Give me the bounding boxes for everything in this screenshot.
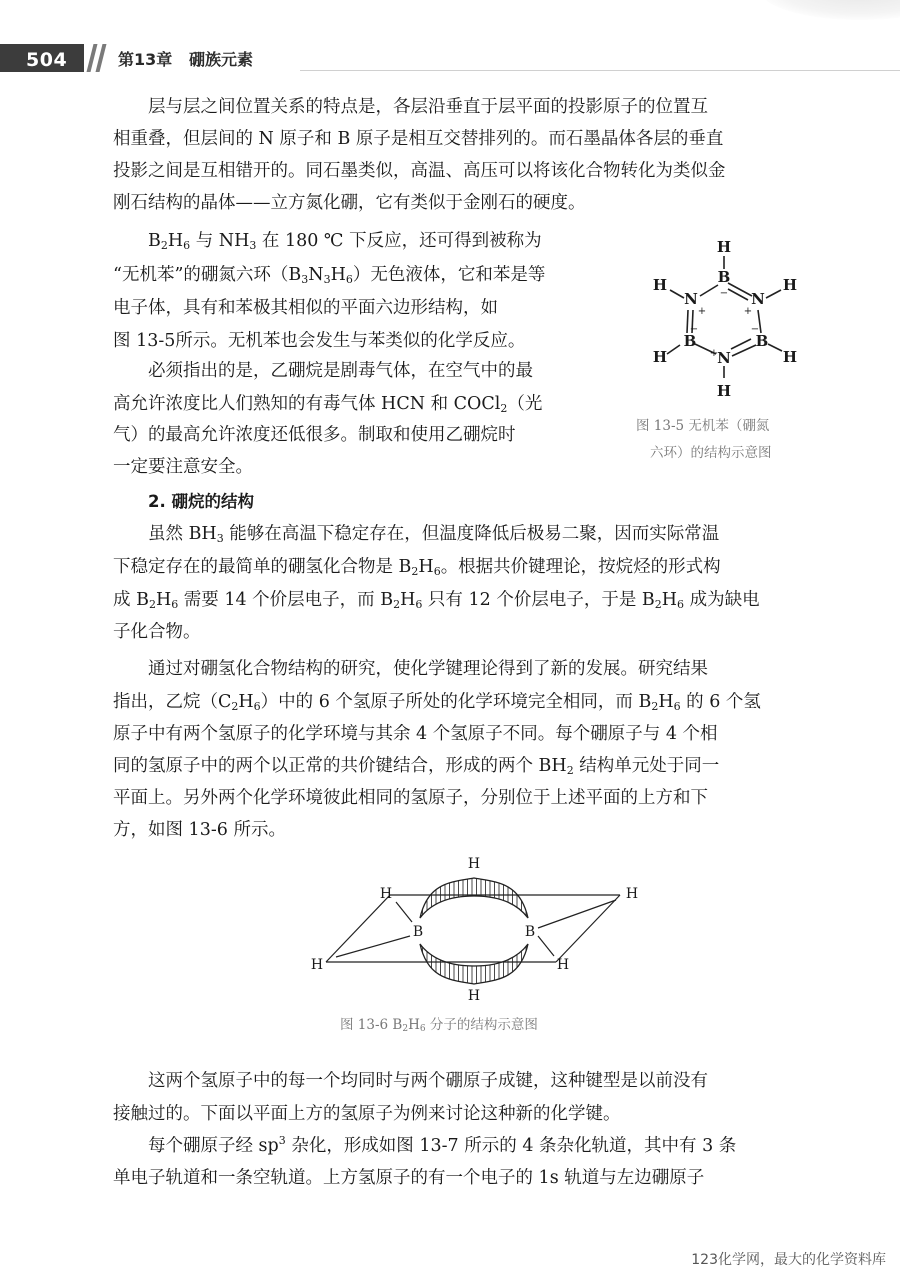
- charge-minus-b-right: −: [750, 324, 760, 335]
- borazine-atom-n-bottom: N: [717, 349, 731, 367]
- header-stripes: [88, 44, 110, 72]
- body-line-13: 虽然 $BH_3$ 能够在高温下稳定存在，但温度降低后极易二聚，因而实际常温: [148, 524, 720, 545]
- charge-plus-n-right: +: [743, 306, 753, 317]
- page-number-box: [0, 44, 84, 72]
- diborane-atom-b-right: B: [524, 924, 536, 940]
- borazine-atom-n-right: N: [751, 290, 765, 308]
- body-line-17: 通过对硼氢化合物结构的研究，使化学键理论得到了新的发展。研究结果: [148, 659, 708, 679]
- body-line-22: 方，如图 13-6 所示。: [113, 820, 286, 840]
- borazine-atom-h-lower-left: H: [652, 348, 668, 366]
- figure-13-6-caption: 图 13-6 $B_2H_6$ 分子的结构示意图: [340, 1017, 538, 1034]
- header-rule: [300, 70, 900, 71]
- diborane-atom-h-upper-left: H: [379, 886, 393, 902]
- body-line-2: 相重叠，但层间的 N 原子和 B 原子是相互交替排列的。而石墨晶体各层的垂直: [113, 129, 724, 149]
- body-line-24: 接触过的。下面以平面上方的氢原子为例来讨论这种新的化学键。: [113, 1104, 621, 1124]
- section-heading: 2. 硼烷的结构: [148, 492, 254, 511]
- page-number: 504: [26, 49, 68, 71]
- charge-plus-n-bottom: +: [709, 348, 719, 359]
- body-line-18: 指出，乙烷$(C_2H_6)$中的 6 个氢原子所处的化学环境完全相同，而 $B_2H_6$ 的 6 个氢: [113, 692, 761, 713]
- figure-13-5-caption-line-1: 图 13-5 无机苯（硼氮: [636, 418, 770, 434]
- borazine-atom-h-top: H: [716, 238, 732, 256]
- diborane-atom-h-lower-left: H: [310, 957, 324, 973]
- borazine-atom-h-lower-right: H: [782, 348, 798, 366]
- body-line-19: 原子中有两个氢原子的化学环境与其余 4 个氢原子不同。每个硼原子与 4 个相: [113, 724, 718, 744]
- page-header: [0, 40, 900, 74]
- body-line-9: 必须指出的是，乙硼烷是剧毒气体，在空气中的最: [148, 361, 533, 381]
- body-line-11: 气）的最高允许浓度还低很多。制取和使用乙硼烷时: [113, 425, 516, 445]
- body-line-10: 高允许浓度比人们熟知的有毒气体 HCN 和 COCl$_2$（光: [113, 394, 543, 415]
- body-line-26: 单电子轨道和一条空轨道。上方氢原子的有一个电子的 1s 轨道与左边硼原子: [113, 1168, 705, 1188]
- watermark: 123化学网，最大的化学资料库: [691, 1252, 886, 1268]
- chapter-title: 第13章 硼族元素: [118, 50, 253, 69]
- borazine-atom-h-left: H: [652, 276, 668, 294]
- figure-13-6-diborane: [300, 852, 650, 1007]
- body-line-21: 平面上。另外两个化学环境彼此相同的氢原子，分别位于上述平面的上方和下: [113, 788, 708, 808]
- diborane-atom-b-left: B: [412, 924, 424, 940]
- borazine-atom-b-right: B: [755, 332, 769, 350]
- body-line-23: 这两个氢原子中的每一个均同时与两个硼原子成键，这种键型是以前没有: [148, 1071, 708, 1091]
- figure-13-5-caption-line-2: 六环）的结构示意图: [650, 445, 772, 461]
- body-line-8: 图 13-5所示。无机苯也会发生与苯类似的化学反应。: [113, 331, 526, 351]
- body-line-1: 层与层之间位置关系的特点是，各层沿垂直于层平面的投影原子的位置互: [148, 97, 708, 117]
- body-line-15: 成 $B_2H_6$ 需要 14 个价层电子，而 $B_2H_6$ 只有 12 个价层电子，于是 $B_2H_6$ 成为缺电: [113, 590, 760, 611]
- charge-minus-b-top: −: [719, 288, 729, 299]
- body-line-4: 刚石结构的晶体——立方氮化硼，它有类似于金刚石的硬度。: [113, 193, 586, 213]
- body-line-6: “无机苯”的硼氮六环$(B_3N_3H_6)$无色液体，它和苯是等: [113, 265, 546, 286]
- page-corner-shadow: [760, 0, 900, 20]
- body-line-7: 电子体，具有和苯极其相似的平面六边形结构，如: [113, 298, 498, 318]
- diborane-atom-h-upper-right: H: [625, 886, 639, 902]
- body-line-20: 同的氢原子中的两个以正常的共价键结合，形成的两个 $BH_2$ 结构单元处于同一: [113, 756, 720, 777]
- diborane-atom-h-top: H: [467, 856, 481, 872]
- body-line-25: 每个硼原子经 $sp^3$ 杂化，形成如图 13-7 所示的 4 条杂化轨道，其中有 3 条: [148, 1134, 737, 1156]
- charge-minus-b-left: −: [689, 324, 699, 335]
- borazine-atom-b-top: B: [717, 268, 731, 286]
- borazine-atom-h-right: H: [782, 276, 798, 294]
- upper-bridge-bond: [420, 878, 528, 918]
- body-line-5: $B_2H_6$ 与 $NH_3$ 在 180 ℃ 下反应，还可得到被称为: [148, 231, 542, 252]
- borazine-atom-n-left: N: [684, 290, 698, 308]
- body-line-12: 一定要注意安全。: [113, 457, 253, 477]
- figure-13-5-borazine: [640, 238, 820, 403]
- borazine-atom-h-bottom: H: [716, 382, 732, 400]
- charge-plus-n-left: +: [697, 306, 707, 317]
- lower-bridge-bond: [420, 944, 528, 984]
- body-line-14: 下稳定存在的最简单的硼氢化合物是 $B_2H_6$。根据共价键理论，按烷烃的形式构: [113, 557, 721, 578]
- body-line-16: 子化合物。: [113, 622, 201, 642]
- diborane-atom-h-lower-right: H: [556, 957, 570, 973]
- borazine-atom-b-left: B: [683, 332, 697, 350]
- diborane-atom-h-bottom: H: [467, 988, 481, 1004]
- body-line-3: 投影之间是互相错开的。同石墨类似，高温、高压可以将该化合物转化为类似金: [113, 161, 726, 181]
